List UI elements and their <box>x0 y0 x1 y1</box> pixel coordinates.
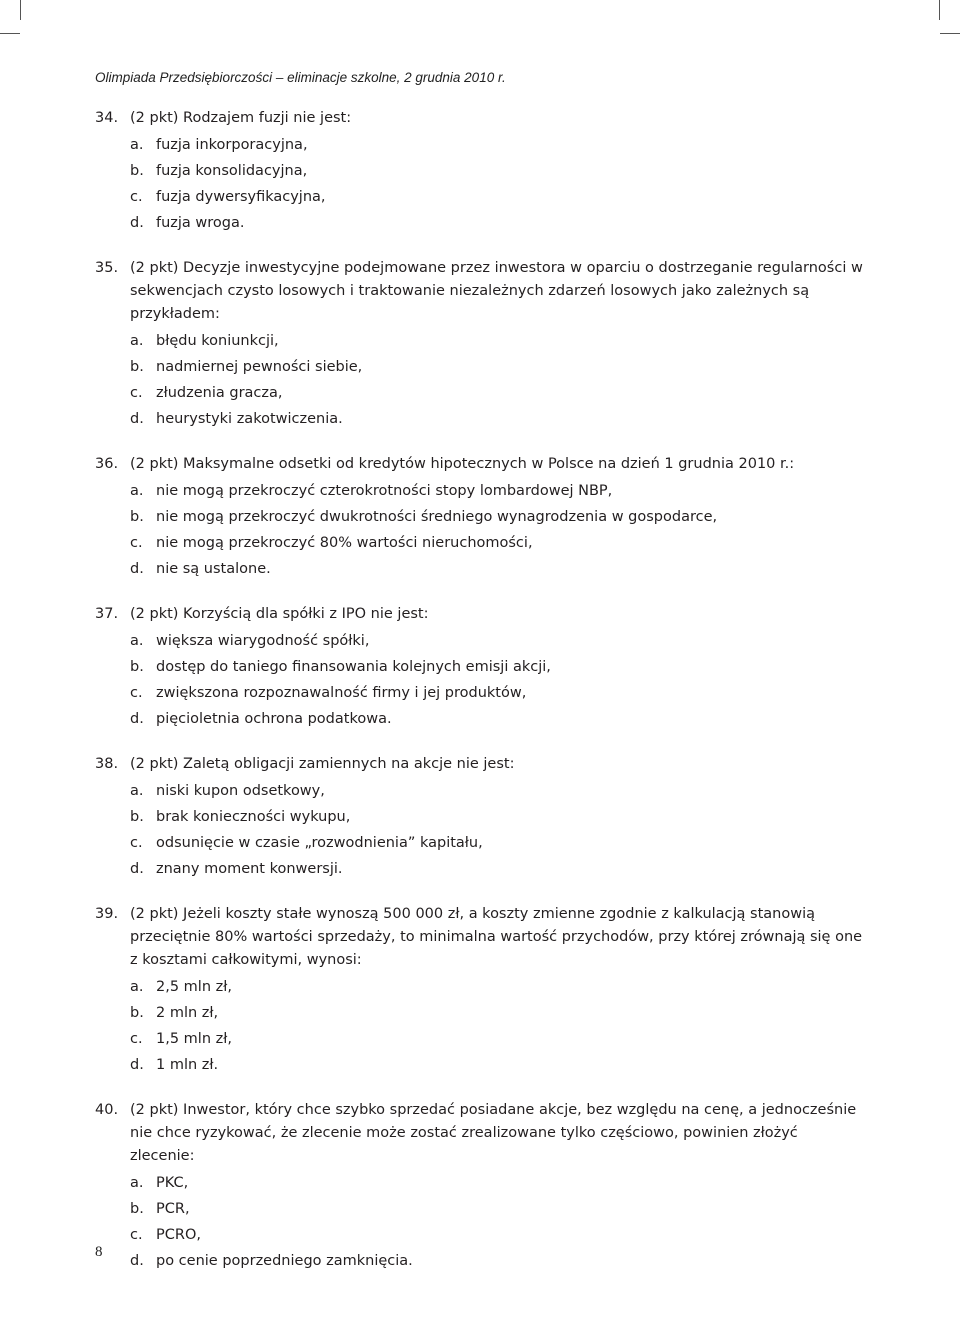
option-text: zwiększona rozpoznawalność firmy i jej produktów, <box>156 685 527 701</box>
answer-option <box>130 628 870 654</box>
answer-option <box>130 184 870 210</box>
crop-mark-top-right-horizontal <box>940 33 960 34</box>
answer-option <box>130 778 870 804</box>
question-number: 39. <box>95 906 119 922</box>
answer-option <box>130 354 870 380</box>
answer-option <box>130 1026 870 1052</box>
option-text: nie mogą przekroczyć czterokrotności stopy lombardowej NBP, <box>156 483 613 499</box>
answer-option <box>130 478 870 504</box>
option-text: 1 mln zł. <box>156 1057 219 1073</box>
option-text: odsunięcie w czasie „rozwodnienia” kapitału, <box>156 835 483 851</box>
question-number: 35. <box>95 260 119 276</box>
answer-option <box>130 556 870 582</box>
answer-option <box>130 706 870 732</box>
option-letter: d. <box>130 711 144 727</box>
option-letter: b. <box>130 659 144 675</box>
question-number: 37. <box>95 606 119 622</box>
question-stem <box>95 603 870 626</box>
answer-option <box>130 1196 870 1222</box>
crop-mark-top-left-vertical <box>20 0 21 20</box>
question-38 <box>95 753 870 882</box>
question-stem <box>95 453 870 476</box>
option-text: nadmiernej pewności siebie, <box>156 359 363 375</box>
option-text: pięcioletnia ochrona podatkowa. <box>156 711 392 727</box>
question-34 <box>95 107 870 236</box>
option-letter: b. <box>130 1005 144 1021</box>
answer-options <box>130 478 870 582</box>
question-stem <box>95 1099 870 1168</box>
answer-options <box>130 778 870 882</box>
answer-option <box>130 680 870 706</box>
option-text: znany moment konwersji. <box>156 861 343 877</box>
option-letter: c. <box>130 385 143 401</box>
option-letter: c. <box>130 535 143 551</box>
option-text: fuzja dywersyfikacyjna, <box>156 189 326 205</box>
answer-option <box>130 158 870 184</box>
running-header: Olimpiada Przedsiębiorczości – eliminacje szkolne, 2 grudnia 2010 r. <box>95 70 506 85</box>
option-letter: a. <box>130 1175 144 1191</box>
answer-option <box>130 132 870 158</box>
answer-option <box>130 1170 870 1196</box>
answer-option <box>130 654 870 680</box>
crop-mark-top-left-horizontal <box>0 33 20 34</box>
option-letter: b. <box>130 163 144 179</box>
option-letter: d. <box>130 215 144 231</box>
option-letter: d. <box>130 861 144 877</box>
option-text: 2 mln zł, <box>156 1005 219 1021</box>
answer-options <box>130 1170 870 1274</box>
option-letter: a. <box>130 783 144 799</box>
question-number: 38. <box>95 756 119 772</box>
option-letter: c. <box>130 189 143 205</box>
option-letter: d. <box>130 561 144 577</box>
option-letter: d. <box>130 1253 144 1269</box>
option-letter: c. <box>130 1227 143 1243</box>
option-letter: b. <box>130 809 144 825</box>
option-letter: a. <box>130 633 144 649</box>
answer-option <box>130 856 870 882</box>
option-letter: d. <box>130 1057 144 1073</box>
answer-option <box>130 530 870 556</box>
option-text: po cenie poprzedniego zamknięcia. <box>156 1253 413 1269</box>
answer-option <box>130 380 870 406</box>
question-36 <box>95 453 870 582</box>
answer-option <box>130 804 870 830</box>
answer-options <box>130 628 870 732</box>
question-text: (2 pkt) Korzyścią dla spółki z IPO nie jest: <box>130 606 429 622</box>
option-text: 2,5 mln zł, <box>156 979 232 995</box>
question-stem <box>95 107 870 130</box>
question-number: 40. <box>95 1102 119 1118</box>
question-text: (2 pkt) Rodzajem fuzji nie jest: <box>130 110 352 126</box>
answer-option <box>130 974 870 1000</box>
option-text: większa wiarygodność spółki, <box>156 633 370 649</box>
question-39 <box>95 903 870 1078</box>
question-40 <box>95 1099 870 1274</box>
question-text: (2 pkt) Jeżeli koszty stałe wynoszą 500 000 zł, a koszty zmienne zgodnie z kalkulacją stanowią przeciętnie 80% wartości sprzedaży, to minimalna wartość przychodów, przy której zrównają się one z kosztami całkowitymi, wynosi: <box>130 906 863 968</box>
question-35 <box>95 257 870 432</box>
question-number: 34. <box>95 110 119 126</box>
question-text: (2 pkt) Decyzje inwestycyjne podejmowane przez inwestora w oparciu o dostrzeganie regularności w sekwencjach czysto losowych i traktowanie niezależnych zdarzeń losowych jako zależnych są przykładem: <box>130 260 863 322</box>
option-letter: d. <box>130 411 144 427</box>
option-text: fuzja inkorporacyjna, <box>156 137 308 153</box>
option-letter: a. <box>130 979 144 995</box>
answer-option <box>130 1052 870 1078</box>
option-text: PCRO, <box>156 1227 201 1243</box>
option-text: dostęp do taniego finansowania kolejnych emisji akcji, <box>156 659 551 675</box>
option-text: heurystyki zakotwiczenia. <box>156 411 343 427</box>
option-text: brak konieczności wykupu, <box>156 809 351 825</box>
question-text: (2 pkt) Maksymalne odsetki od kredytów hipotecznych w Polsce na dzień 1 grudnia 2010 r.: <box>130 456 795 472</box>
option-letter: b. <box>130 1201 144 1217</box>
option-letter: a. <box>130 333 144 349</box>
option-letter: c. <box>130 835 143 851</box>
option-text: nie mogą przekroczyć 80% wartości nieruchomości, <box>156 535 533 551</box>
option-text: fuzja wroga. <box>156 215 245 231</box>
answer-options <box>130 328 870 432</box>
option-text: błędu koniunkcji, <box>156 333 279 349</box>
option-letter: a. <box>130 483 144 499</box>
question-list <box>95 107 870 1295</box>
answer-options <box>130 132 870 236</box>
answer-option <box>130 406 870 432</box>
option-text: złudzenia gracza, <box>156 385 283 401</box>
option-text: niski kupon odsetkowy, <box>156 783 325 799</box>
option-letter: b. <box>130 359 144 375</box>
answer-options <box>130 974 870 1078</box>
option-letter: c. <box>130 685 143 701</box>
question-number: 36. <box>95 456 119 472</box>
question-stem <box>95 257 870 326</box>
option-letter: a. <box>130 137 144 153</box>
question-text: (2 pkt) Inwestor, który chce szybko sprzedać posiadane akcje, bez względu na cenę, a jednocześnie nie chce ryzykować, że zlecenie może zostać zrealizowane tylko częściowo, powinien złożyć zlecenie: <box>130 1102 857 1164</box>
question-text: (2 pkt) Zaletą obligacji zamiennych na akcje nie jest: <box>130 756 515 772</box>
question-stem <box>95 903 870 972</box>
option-letter: c. <box>130 1031 143 1047</box>
option-text: 1,5 mln zł, <box>156 1031 232 1047</box>
answer-option <box>130 1000 870 1026</box>
option-text: fuzja konsolidacyjna, <box>156 163 308 179</box>
option-letter: b. <box>130 509 144 525</box>
option-text: nie są ustalone. <box>156 561 271 577</box>
option-text: PCR, <box>156 1201 190 1217</box>
answer-option <box>130 328 870 354</box>
answer-option <box>130 504 870 530</box>
answer-option <box>130 1248 870 1274</box>
option-text: PKC, <box>156 1175 189 1191</box>
question-37 <box>95 603 870 732</box>
page-number: 8 <box>95 1244 103 1260</box>
question-stem <box>95 753 870 776</box>
crop-mark-top-right-vertical <box>939 0 940 20</box>
answer-option <box>130 1222 870 1248</box>
answer-option <box>130 210 870 236</box>
option-text: nie mogą przekroczyć dwukrotności średniego wynagrodzenia w gospodarce, <box>156 509 718 525</box>
answer-option <box>130 830 870 856</box>
